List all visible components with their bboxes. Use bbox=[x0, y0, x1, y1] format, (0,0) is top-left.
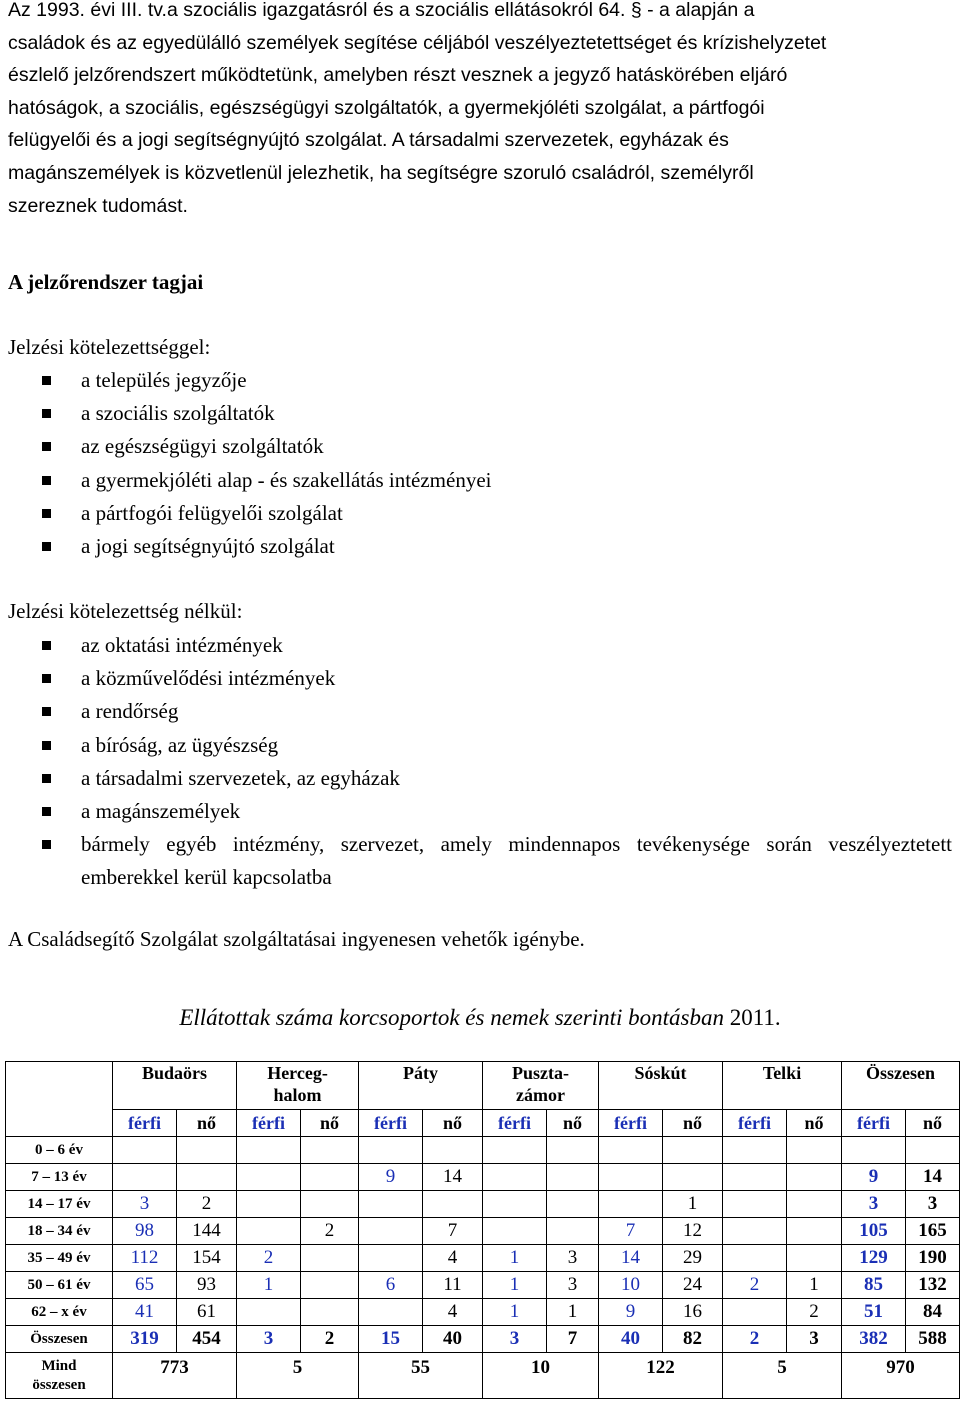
table-cell: 7 bbox=[547, 1326, 599, 1353]
column-header-town: Budaörs bbox=[113, 1062, 237, 1110]
table-cell bbox=[359, 1218, 423, 1245]
table-cell: 4 bbox=[423, 1245, 483, 1272]
list-item-text: a jogi segítségnyújtó szolgálat bbox=[81, 534, 335, 559]
list-item bbox=[0, 662, 952, 695]
row-label: 35 – 49 év bbox=[6, 1245, 113, 1272]
column-header-male: férfi bbox=[483, 1110, 547, 1137]
table-cell bbox=[423, 1137, 483, 1164]
square-bullet-icon bbox=[42, 741, 51, 750]
column-header-male: férfi bbox=[723, 1110, 787, 1137]
table-cell: 9 bbox=[842, 1164, 906, 1191]
table-cell bbox=[301, 1164, 359, 1191]
corner-cell bbox=[6, 1110, 113, 1137]
free-service-note: A Családsegítő Szolgálat szolgáltatásai ingyenesen vehetők igénybe. bbox=[8, 927, 585, 951]
table-caption-text: Ellátottak száma korcsoportok és nemek szerinti bontásban bbox=[179, 1005, 725, 1030]
table-cell: 4 bbox=[423, 1299, 483, 1326]
table-cell: 319 bbox=[113, 1326, 177, 1353]
table-cell: 2 bbox=[237, 1245, 301, 1272]
table-cell: 132 bbox=[906, 1272, 960, 1299]
table-cell bbox=[359, 1245, 423, 1272]
table-cell: 29 bbox=[663, 1245, 723, 1272]
list-item bbox=[0, 397, 952, 430]
table-cell: 112 bbox=[113, 1245, 177, 1272]
table-cell: 9 bbox=[359, 1164, 423, 1191]
column-header-male: férfi bbox=[237, 1110, 301, 1137]
table-cell: 2 bbox=[301, 1218, 359, 1245]
table-row bbox=[6, 1272, 960, 1299]
table-cell bbox=[237, 1191, 301, 1218]
table-cell bbox=[787, 1191, 842, 1218]
table-cell: 40 bbox=[423, 1326, 483, 1353]
row-label: 62 – x év bbox=[6, 1299, 113, 1326]
table-cell bbox=[177, 1164, 237, 1191]
table-cell: 16 bbox=[663, 1299, 723, 1326]
table-cell bbox=[547, 1137, 599, 1164]
table-cell bbox=[723, 1218, 787, 1245]
grand-total-cell: 5 bbox=[237, 1353, 359, 1399]
table-cell bbox=[663, 1164, 723, 1191]
list-item-text: a gyermekjóléti alap - és szakellátás intézményei bbox=[81, 467, 492, 492]
table-cell bbox=[359, 1191, 423, 1218]
column-header-town: Telki bbox=[723, 1062, 842, 1110]
table-cell: 3 bbox=[113, 1191, 177, 1218]
list-item bbox=[0, 729, 952, 762]
table-cell: 1 bbox=[483, 1272, 547, 1299]
list-item bbox=[0, 629, 952, 662]
list-item bbox=[0, 530, 952, 563]
table-cell: 12 bbox=[663, 1218, 723, 1245]
column-header-male: férfi bbox=[113, 1110, 177, 1137]
table-cell: 10 bbox=[599, 1272, 663, 1299]
column-header-male: férfi bbox=[842, 1110, 906, 1137]
grand-total-cell: 55 bbox=[359, 1353, 483, 1399]
table-cell: 1 bbox=[483, 1245, 547, 1272]
square-bullet-icon bbox=[42, 442, 51, 451]
table-cell: 1 bbox=[483, 1299, 547, 1326]
table-cell bbox=[787, 1137, 842, 1164]
table-cell bbox=[301, 1272, 359, 1299]
table-caption bbox=[0, 1003, 960, 1033]
table-cell: 9 bbox=[599, 1299, 663, 1326]
table-cell bbox=[723, 1245, 787, 1272]
table-row bbox=[6, 1191, 960, 1218]
table-cell bbox=[842, 1137, 906, 1164]
square-bullet-icon bbox=[42, 807, 51, 816]
list-item-text: a társadalmi szervezetek, az egyházak bbox=[81, 765, 400, 790]
table-cell: 3 bbox=[842, 1191, 906, 1218]
row-label: Összesen bbox=[6, 1326, 113, 1353]
intro-line: hatóságok, a szociális, egészségügyi szolgáltatók, a gyermekjóléti szolgálat, a pártfogói bbox=[8, 96, 765, 119]
list-item bbox=[0, 430, 952, 463]
table-cell bbox=[113, 1137, 177, 1164]
list-item-text: a magánszemélyek bbox=[81, 799, 241, 824]
list-item-text: a település jegyzője bbox=[81, 368, 247, 392]
intro-line: családok és az egyedülálló személyek segítése céljából veszélyeztetettséget és krízishelyzetet bbox=[8, 31, 827, 54]
table-cell: 14 bbox=[599, 1245, 663, 1272]
table-cell: 82 bbox=[663, 1326, 723, 1353]
table-cell: 2 bbox=[177, 1191, 237, 1218]
row-label: 7 – 13 év bbox=[6, 1164, 113, 1191]
list-item-text: a pártfogói felügyelői szolgálat bbox=[81, 500, 343, 525]
square-bullet-icon bbox=[42, 542, 51, 551]
table-cell: 588 bbox=[906, 1326, 960, 1353]
list-item-text: a szociális szolgáltatók bbox=[81, 401, 275, 426]
square-bullet-icon bbox=[42, 376, 51, 385]
table-cell bbox=[547, 1218, 599, 1245]
table-row bbox=[6, 1326, 960, 1353]
table-cell: 3 bbox=[547, 1272, 599, 1299]
table-row bbox=[6, 1218, 960, 1245]
intro-line: szereznek tudomást. bbox=[8, 194, 188, 217]
square-bullet-icon bbox=[42, 409, 51, 418]
intro-line: magánszemélyek is közvetlenül jelezhetik, ha segítségre szoruló családról, személyről bbox=[8, 161, 754, 184]
list-item-text: a bíróság, az ügyészség bbox=[81, 732, 279, 757]
mandatory-label: Jelzési kötelezettséggel: bbox=[8, 335, 211, 359]
square-bullet-icon bbox=[42, 840, 51, 849]
table-cell bbox=[359, 1299, 423, 1326]
table-cell bbox=[483, 1191, 547, 1218]
square-bullet-icon bbox=[42, 509, 51, 518]
table-cell bbox=[787, 1245, 842, 1272]
table-cell: 7 bbox=[599, 1218, 663, 1245]
list-item bbox=[0, 497, 952, 530]
table-cell bbox=[359, 1137, 423, 1164]
row-label: 0 – 6 év bbox=[6, 1137, 113, 1164]
list-item-text: bármely egyéb intézmény, szervezet, amely mindennapos tevékenysége során veszélyeztetett emberekkel kerül kapcsolatba bbox=[81, 832, 952, 890]
table-cell bbox=[723, 1137, 787, 1164]
column-header-female: nő bbox=[906, 1110, 960, 1137]
table-row bbox=[6, 1164, 960, 1191]
table-cell: 41 bbox=[113, 1299, 177, 1326]
square-bullet-icon bbox=[42, 774, 51, 783]
intro-line: észlelő jelzőrendszert működtetünk, amelyben részt vesznek a jegyző hatáskörében eljáró bbox=[8, 64, 788, 87]
table-cell: 165 bbox=[906, 1218, 960, 1245]
table-cell bbox=[483, 1164, 547, 1191]
grand-total-cell: 5 bbox=[723, 1353, 842, 1399]
table-cell bbox=[787, 1218, 842, 1245]
table-cell bbox=[599, 1164, 663, 1191]
table-cell bbox=[301, 1137, 359, 1164]
table-cell bbox=[301, 1245, 359, 1272]
table-cell: 154 bbox=[177, 1245, 237, 1272]
table-cell: 454 bbox=[177, 1326, 237, 1353]
column-header-male: férfi bbox=[599, 1110, 663, 1137]
table-cell: 93 bbox=[177, 1272, 237, 1299]
table-cell: 14 bbox=[906, 1164, 960, 1191]
table-cell: 144 bbox=[177, 1218, 237, 1245]
table-cell: 1 bbox=[237, 1272, 301, 1299]
table-cell bbox=[787, 1164, 842, 1191]
table-caption-year: 2011. bbox=[729, 1005, 781, 1030]
column-header-town: Páty bbox=[359, 1062, 483, 1110]
column-header-female: nő bbox=[663, 1110, 723, 1137]
table-cell: 40 bbox=[599, 1326, 663, 1353]
table-cell: 2 bbox=[723, 1326, 787, 1353]
table-cell: 85 bbox=[842, 1272, 906, 1299]
optional-label: Jelzési kötelezettség nélkül: bbox=[8, 599, 243, 623]
table-cell: 2 bbox=[787, 1299, 842, 1326]
table-cell bbox=[237, 1218, 301, 1245]
header-row-towns bbox=[6, 1062, 960, 1110]
intro-line: Az 1993. évi III. tv.a szociális igazgatásról és a szociális ellátásokról 64. § - a alapján a bbox=[8, 0, 755, 21]
list-item bbox=[0, 464, 952, 497]
table-cell: 382 bbox=[842, 1326, 906, 1353]
table-cell: 65 bbox=[113, 1272, 177, 1299]
table-cell: 129 bbox=[842, 1245, 906, 1272]
header-row-gender bbox=[6, 1110, 960, 1137]
table-cell: 6 bbox=[359, 1272, 423, 1299]
column-header-town: Összesen bbox=[842, 1062, 960, 1110]
row-label: 14 – 17 év bbox=[6, 1191, 113, 1218]
table-cell bbox=[599, 1137, 663, 1164]
column-header-town: Sóskút bbox=[599, 1062, 723, 1110]
table-cell bbox=[237, 1299, 301, 1326]
table-row bbox=[6, 1245, 960, 1272]
table-cell: 1 bbox=[787, 1272, 842, 1299]
table-cell: 3 bbox=[906, 1191, 960, 1218]
grand-total-cell: 773 bbox=[113, 1353, 237, 1399]
table-cell bbox=[483, 1137, 547, 1164]
list-item bbox=[0, 828, 952, 894]
row-label: 50 – 61 év bbox=[6, 1272, 113, 1299]
table-cell: 2 bbox=[301, 1326, 359, 1353]
table-cell: 14 bbox=[423, 1164, 483, 1191]
table-cell bbox=[113, 1164, 177, 1191]
grand-total-row bbox=[6, 1353, 960, 1399]
list-item bbox=[0, 762, 952, 795]
table-cell: 61 bbox=[177, 1299, 237, 1326]
table-cell: 24 bbox=[663, 1272, 723, 1299]
grand-total-cell: 10 bbox=[483, 1353, 599, 1399]
table-cell bbox=[663, 1137, 723, 1164]
column-header-female: nő bbox=[787, 1110, 842, 1137]
column-header-female: nő bbox=[301, 1110, 359, 1137]
table-cell: 190 bbox=[906, 1245, 960, 1272]
table-cell bbox=[423, 1191, 483, 1218]
table-cell: 84 bbox=[906, 1299, 960, 1326]
table-cell bbox=[177, 1137, 237, 1164]
table-cell bbox=[301, 1299, 359, 1326]
corner-cell bbox=[6, 1062, 113, 1110]
table-row bbox=[6, 1299, 960, 1326]
column-header-female: nő bbox=[177, 1110, 237, 1137]
members-heading: A jelzőrendszer tagjai bbox=[8, 270, 204, 294]
table-cell: 7 bbox=[423, 1218, 483, 1245]
table-cell: 3 bbox=[787, 1326, 842, 1353]
table-cell: 3 bbox=[547, 1245, 599, 1272]
column-header-male: férfi bbox=[359, 1110, 423, 1137]
row-label: 18 – 34 év bbox=[6, 1218, 113, 1245]
list-item bbox=[0, 695, 952, 728]
table-cell: 2 bbox=[723, 1272, 787, 1299]
square-bullet-icon bbox=[42, 674, 51, 683]
table-cell: 105 bbox=[842, 1218, 906, 1245]
table-cell bbox=[723, 1164, 787, 1191]
table-cell bbox=[599, 1191, 663, 1218]
table-cell: 51 bbox=[842, 1299, 906, 1326]
table-cell bbox=[547, 1191, 599, 1218]
column-header-town: Herceg- halom bbox=[237, 1062, 359, 1110]
list-item-text: a közművelődési intézmények bbox=[81, 666, 336, 691]
table-row bbox=[6, 1137, 960, 1164]
table-cell bbox=[301, 1191, 359, 1218]
intro-paragraph bbox=[8, 0, 952, 222]
list-item bbox=[0, 364, 952, 397]
square-bullet-icon bbox=[42, 707, 51, 716]
column-header-female: nő bbox=[547, 1110, 599, 1137]
row-label: Mind összesen bbox=[6, 1353, 113, 1399]
column-header-town: Puszta- zámor bbox=[483, 1062, 599, 1110]
grand-total-cell: 970 bbox=[842, 1353, 960, 1399]
list-item-text: a rendőrség bbox=[81, 699, 179, 724]
mandatory-list bbox=[0, 364, 952, 563]
table-cell: 11 bbox=[423, 1272, 483, 1299]
optional-list bbox=[0, 629, 952, 895]
table-cell bbox=[483, 1218, 547, 1245]
list-item-text: az egészségügyi szolgáltatók bbox=[81, 434, 324, 459]
table-cell bbox=[723, 1191, 787, 1218]
square-bullet-icon bbox=[42, 476, 51, 485]
square-bullet-icon bbox=[42, 641, 51, 650]
table-cell: 1 bbox=[547, 1299, 599, 1326]
table-cell: 3 bbox=[237, 1326, 301, 1353]
table-cell: 3 bbox=[483, 1326, 547, 1353]
intro-line: felügyelői és a jogi segítségnyújtó szolgálat. A társadalmi szervezetek, egyházak és bbox=[8, 129, 729, 152]
table-cell bbox=[723, 1299, 787, 1326]
table-cell bbox=[547, 1164, 599, 1191]
table-cell bbox=[906, 1137, 960, 1164]
column-header-female: nő bbox=[423, 1110, 483, 1137]
table-cell bbox=[237, 1164, 301, 1191]
table-cell: 98 bbox=[113, 1218, 177, 1245]
table-cell bbox=[237, 1137, 301, 1164]
table-cell: 1 bbox=[663, 1191, 723, 1218]
table-cell: 15 bbox=[359, 1326, 423, 1353]
clients-table bbox=[5, 1061, 960, 1399]
list-item-text: az oktatási intézmények bbox=[81, 633, 283, 657]
grand-total-cell: 122 bbox=[599, 1353, 723, 1399]
list-item bbox=[0, 795, 952, 828]
